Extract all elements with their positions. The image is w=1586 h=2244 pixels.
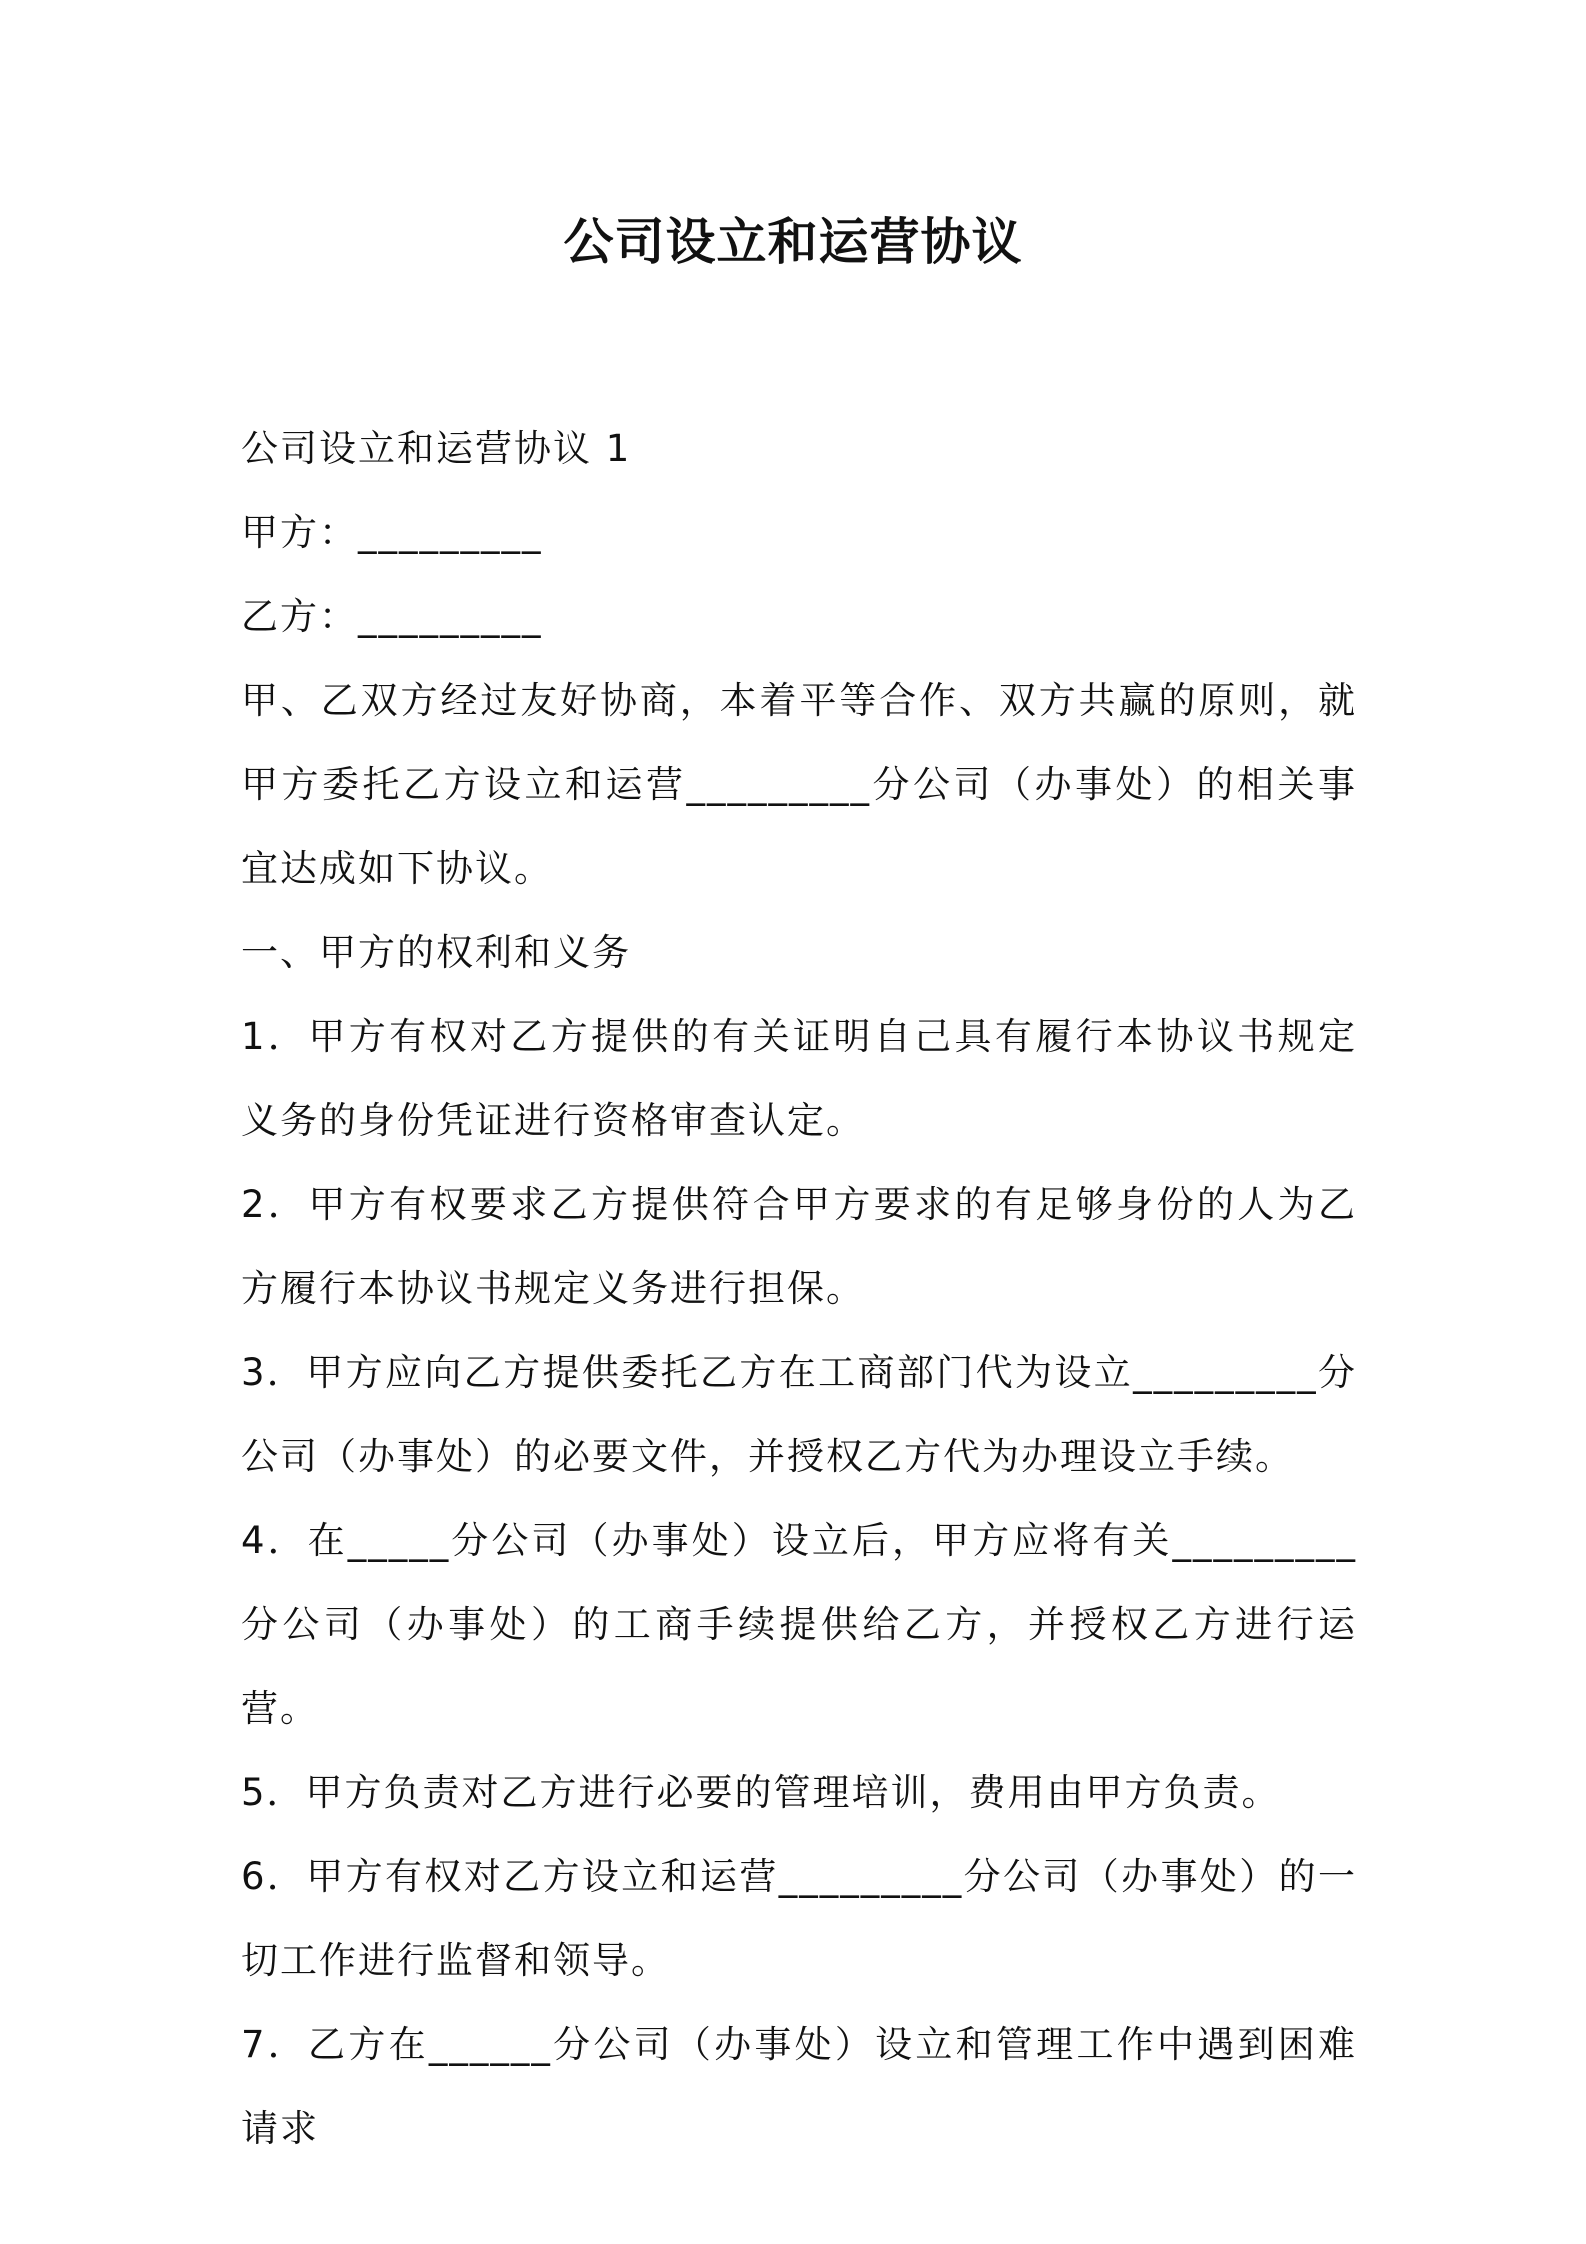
document-body: [241, 407, 1357, 2171]
subtitle-paragraph: 公司设立和运营协议 1: [241, 427, 632, 470]
clause-5: 5．甲方负责对乙方进行必要的管理培训，费用由甲方负责。: [241, 1771, 1281, 1814]
preamble-paragraph: 甲、乙双方经过友好协商，本着平等合作、双方共赢的原则，就甲方委托乙方设立和运营_________分公司（办事处）的相关事宜达成如下协议。: [241, 679, 1357, 890]
clause-4: 4．在_____分公司（办事处）设立后，甲方应将有关_________分公司（办事处）的工商手续提供给乙方，并授权乙方进行运营。: [241, 1519, 1357, 1730]
clause-1: 1．甲方有权对乙方提供的有关证明自己具有履行本协议书规定义务的身份凭证进行资格审查认定。: [241, 1015, 1357, 1142]
clause-2: 2．甲方有权要求乙方提供符合甲方要求的有足够身份的人为乙方履行本协议书规定义务进行担保。: [241, 1183, 1357, 1310]
party-a-line: 甲方：_________: [241, 511, 543, 554]
clause-6: 6．甲方有权对乙方设立和运营_________分公司（办事处）的一切工作进行监督和领导。: [241, 1855, 1357, 1982]
clause-7: 7．乙方在______分公司（办事处）设立和管理工作中遇到困难请求: [241, 2023, 1357, 2150]
clause-3: 3．甲方应向乙方提供委托乙方在工商部门代为设立_________分公司（办事处）的必要文件，并授权乙方代为办理设立手续。: [241, 1351, 1357, 1478]
section-heading: 一、甲方的权利和义务: [241, 931, 631, 974]
document-title: 公司设立和运营协议: [563, 213, 1023, 271]
party-b-line: 乙方：_________: [241, 595, 543, 638]
